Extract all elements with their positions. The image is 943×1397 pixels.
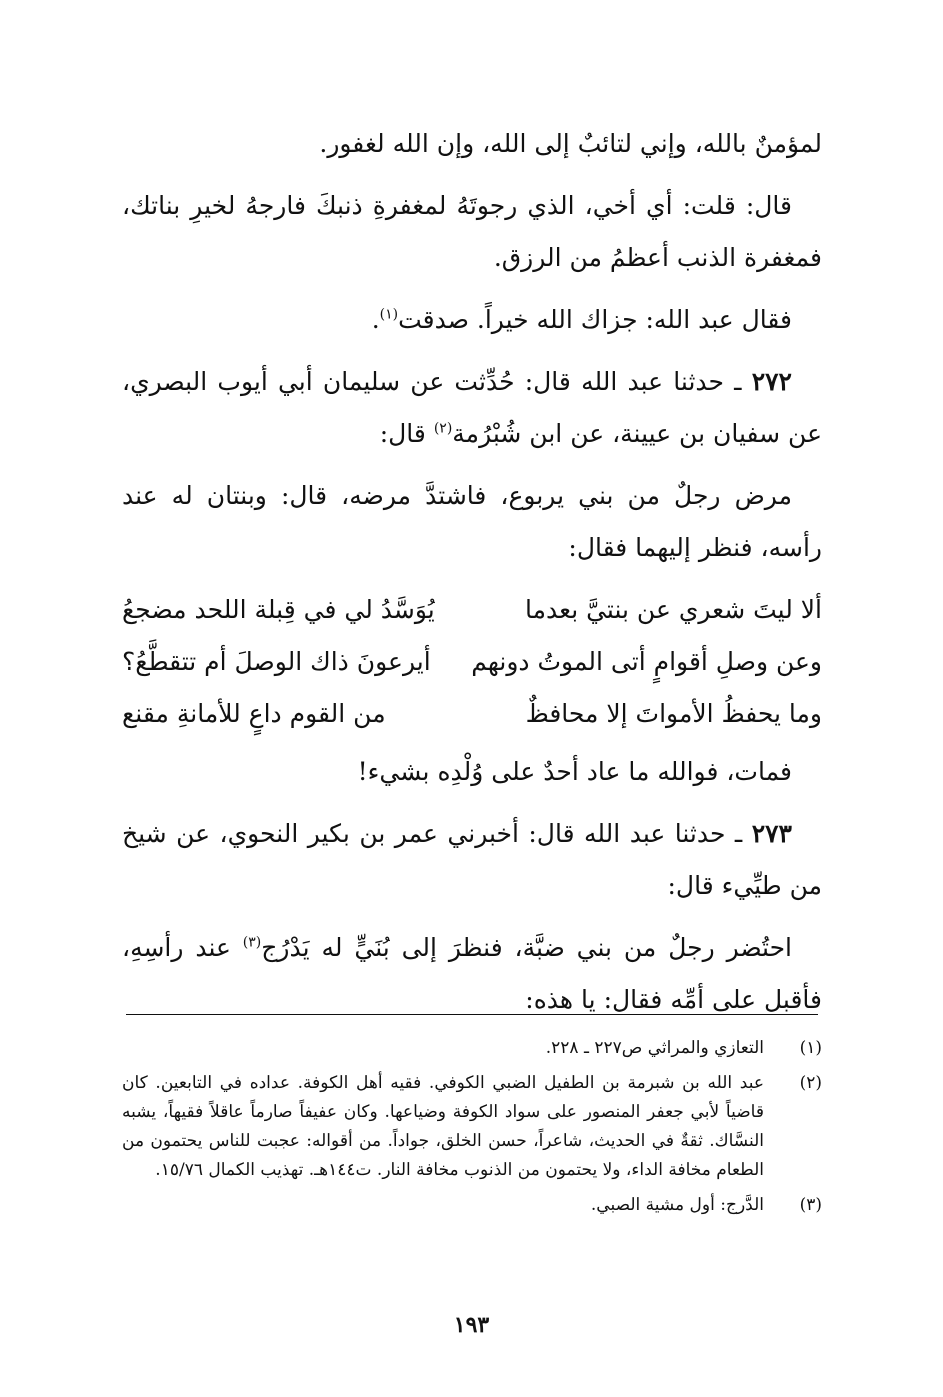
poem-hemistich-second: يُوَسَّدُ لي في قِبلة اللحد مضجعُ — [122, 595, 435, 624]
footnote-item — [122, 1069, 822, 1185]
footnote-number: (١) — [799, 1038, 822, 1058]
poem-hemistich-first: وما يحفظُ الأمواتَ إلا محافظٌ — [525, 699, 822, 728]
paragraph-3-end: . — [371, 305, 380, 334]
paragraph-5 — [122, 470, 822, 574]
poem — [122, 584, 822, 740]
paragraph-6 — [122, 746, 822, 798]
footnote-text: الدَّرج: أول مشية الصبي. — [590, 1195, 764, 1215]
paragraph-3 — [122, 294, 822, 346]
paragraph-8-end: عند رأسِهِ، فأقبل على أمِّه فقال: يا هذه: — [122, 933, 822, 1014]
hadith-273-text: ـ حدثنا عبد الله قال: أخبرني عمر بن بكير النحوي، عن شيخ من طيِّيء قال: — [122, 819, 822, 900]
footnote-number: (٣) — [799, 1195, 822, 1215]
paragraph-6-text: فمات، فوالله ما عاد أحدٌ على وُلْدِه بشيء! — [357, 757, 792, 786]
paragraph-3-text: فقال عبد الله: جزاك الله خيراً. صدقت — [398, 305, 792, 334]
paragraph-1-text: لمؤمنٌ بالله، وإني لتائبٌ إلى الله، وإن الله لغفور. — [319, 129, 822, 158]
poem-verse — [122, 636, 822, 688]
main-text — [122, 118, 822, 1036]
page-number: ١٩٣ — [453, 1312, 490, 1338]
paragraph-8 — [122, 922, 822, 1026]
footnote-ref-3: (٣) — [242, 934, 262, 951]
footnote-item — [122, 1034, 822, 1063]
hadith-number-272: ٢٧٢ — [751, 367, 792, 396]
hadith-272-text: ـ حدثنا عبد الله قال: حُدِّثت عن سليمان أبي أيوب البصري، عن سفيان بن عيينة، عن ابن شُبْرُمة — [122, 367, 822, 448]
poem-hemistich-second: أيرعونَ ذاك الوصلَ أم تتقطَّعُ؟ — [122, 647, 431, 676]
poem-verse — [122, 688, 822, 740]
poem-hemistich-first: وعن وصلِ أقوامٍ أتى الموتُ دونهم — [471, 647, 822, 676]
poem-hemistich-first: ألا ليتَ شعري عن بنتيَّ بعدما — [525, 595, 822, 624]
footnote-text: التعازي والمراثي ص٢٢٧ ـ ٢٢٨. — [545, 1038, 764, 1058]
footnotes — [122, 1034, 822, 1226]
hadith-273 — [122, 808, 822, 912]
hadith-272 — [122, 356, 822, 460]
paragraph-2 — [122, 180, 822, 284]
footnote-number: (٢) — [799, 1073, 822, 1093]
footnote-item — [122, 1191, 822, 1220]
footnote-separator — [126, 1014, 818, 1015]
footnote-ref-1: (١) — [379, 306, 399, 323]
hadith-272-end: قال: — [379, 419, 434, 448]
paragraph-8-text: احتُضر رجلٌ من بني ضبَّة، فنظرَ إلى بُنَيٍّ له يَدْرُج — [261, 933, 792, 962]
poem-verse — [122, 584, 822, 636]
paragraph-1 — [122, 118, 822, 170]
paragraph-2-text: قال: قلت: أي أخي، الذي رجوتَهُ لمغفرةِ ذنبكَ فارجهُ لخيرِ بناتك، فمغفرة الذنب أعظمُ من الرزق. — [122, 191, 822, 272]
poem-hemistich-second: من القوم داعٍ للأمانةِ مقنع — [122, 699, 386, 728]
paragraph-5-text: مرض رجلٌ من بني يربوع، فاشتدَّ مرضه، قال: وبنتان له عند رأسه، فنظر إليهما فقال: — [122, 481, 822, 562]
footnote-text: عبد الله بن شبرمة بن الطفيل الضبي الكوفي. فقيه أهل الكوفة. عداده في التابعين. كان قاضياً لأبي جعفر المنصور على سواد الكوفة وضياعها. وكان عفيفاً صارماً عاقلاً فقيهاً، يشبه النسَّاك. ثقةٌ في الحديث، شاعراً، حسن الخلق، جواداً. من أقواله: عجبت للناس يحتمون من الطعام مخافة الداء، ولا يحتمون من الذنوب مخافة النار. ت١٤٤هـ. تهذيب الكمال ١٥/٧٦. — [122, 1073, 764, 1180]
hadith-number-273: ٢٧٣ — [751, 819, 792, 848]
footnote-ref-2: (٢) — [433, 420, 453, 437]
